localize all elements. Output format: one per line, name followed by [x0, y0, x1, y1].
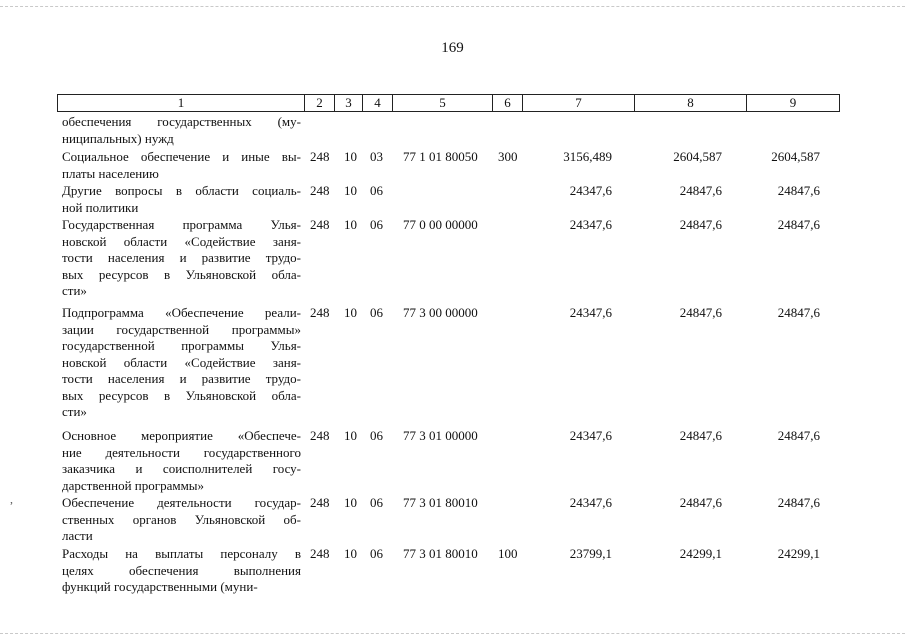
description-line: Государственная программа Улья- — [62, 217, 301, 232]
description-line: ственных органов Ульяновской об- — [62, 511, 301, 527]
description-line: платы населению — [62, 165, 159, 181]
section-column: 10 — [344, 149, 357, 164]
scan-bottom-edge — [0, 633, 905, 634]
description-line: тости населения и развитие трудо- — [62, 371, 301, 386]
description-line: Расходы на выплаты персоналу в — [62, 546, 301, 561]
amount-col-8: 24847,6 — [679, 217, 722, 232]
page-number: 169 — [441, 40, 464, 56]
table-header — [57, 94, 840, 112]
description-line: ниципальных) нужд — [62, 130, 174, 146]
subsection-column: 06 — [370, 428, 383, 443]
amount-col-8: 24847,6 — [679, 305, 722, 320]
description-line: Подпрограмма «Обеспечение реали- — [62, 305, 301, 320]
target-article-column: 77 1 01 80050 — [403, 149, 478, 164]
amount-col-9: 24847,6 — [777, 495, 820, 510]
target-article-column: 77 3 01 80010 — [403, 546, 478, 561]
section-column: 10 — [344, 305, 357, 320]
amount-col-9: 2604,587 — [771, 149, 820, 164]
description-line: вых ресурсов в Ульяновской обла- — [62, 387, 301, 403]
amount-col-7: 24347,6 — [569, 183, 612, 198]
subsection-column: 06 — [370, 217, 383, 232]
description-line: тости населения и развитие трудо- — [62, 250, 301, 265]
header-col-3: 3 — [335, 95, 363, 111]
amount-col-9: 24299,1 — [777, 546, 820, 561]
row-description — [62, 495, 301, 545]
margin-mark: , — [10, 492, 13, 506]
header-col-9: 9 — [789, 95, 797, 110]
row-description — [62, 546, 301, 596]
description-line: государственной программы Улья- — [62, 338, 301, 353]
section-column: 10 — [344, 495, 357, 510]
target-article-column: 77 0 00 00000 — [403, 217, 478, 232]
description-line: Социальное обеспечение и иные вы- — [62, 149, 301, 164]
description-line: дарственной программы» — [62, 477, 205, 493]
description-line: ние деятельности государственного — [62, 444, 301, 460]
description-line: заказчика и соисполнителей госу- — [62, 461, 301, 476]
amount-col-9: 24847,6 — [777, 217, 820, 232]
section-column: 10 — [344, 217, 357, 232]
description-line: новской области «Содействие заня- — [62, 233, 301, 249]
subsection-column: 06 — [370, 546, 383, 561]
amount-col-8: 24847,6 — [679, 495, 722, 510]
row-description — [62, 149, 301, 182]
header-col-5: 5 — [393, 95, 493, 111]
subsection-column: 06 — [370, 305, 383, 320]
description-line: Обеспечение деятельности государ- — [62, 495, 301, 510]
amount-col-8: 24299,1 — [679, 546, 722, 561]
header-col-4: 4 — [363, 95, 393, 111]
amount-col-9: 24847,6 — [777, 305, 820, 320]
description-line: целях обеспечения выполнения — [62, 562, 301, 578]
amount-col-8: 24847,6 — [679, 428, 722, 443]
row-description — [62, 183, 301, 216]
amount-col-7: 23799,1 — [569, 546, 612, 561]
amount-col-8: 2604,587 — [673, 149, 722, 164]
subsection-column: 03 — [370, 149, 383, 164]
code-column: 248 — [310, 183, 330, 198]
code-column: 248 — [310, 546, 330, 561]
code-column: 248 — [310, 495, 330, 510]
section-column: 10 — [344, 546, 357, 561]
description-line: функций государственными (муни- — [62, 579, 258, 594]
description-line: сти» — [62, 283, 87, 298]
description-line: сти» — [62, 404, 87, 419]
code-column: 248 — [310, 428, 330, 443]
section-column: 10 — [344, 428, 357, 443]
scan-top-edge — [0, 6, 905, 7]
header-col-8: 8 — [635, 95, 747, 111]
amount-col-7: 24347,6 — [569, 428, 612, 443]
expense-type-column: 100 — [498, 546, 518, 561]
row-description — [62, 114, 301, 147]
amount-col-7: 24347,6 — [569, 495, 612, 510]
row-description — [62, 305, 301, 421]
target-article-column: 77 3 01 80010 — [403, 495, 478, 510]
expense-type-column: 300 — [498, 149, 518, 164]
description-line: обеспечения государственных (му- — [62, 114, 301, 129]
code-column: 248 — [310, 305, 330, 320]
description-line: вых ресурсов в Ульяновской обла- — [62, 266, 301, 282]
target-article-column: 77 3 01 00000 — [403, 428, 478, 443]
header-col-2: 2 — [305, 95, 335, 111]
code-column: 248 — [310, 149, 330, 164]
description-line: новской области «Содействие заня- — [62, 354, 301, 370]
amount-col-9: 24847,6 — [777, 183, 820, 198]
subsection-column: 06 — [370, 495, 383, 510]
description-line: ной политики — [62, 199, 139, 215]
amount-col-9: 24847,6 — [777, 428, 820, 443]
subsection-column: 06 — [370, 183, 383, 198]
amount-col-7: 24347,6 — [569, 217, 612, 232]
header-col-6: 6 — [493, 95, 523, 111]
code-column: 248 — [310, 217, 330, 232]
description-line: ласти — [62, 528, 93, 543]
description-line: Основное мероприятие «Обеспече- — [62, 428, 301, 443]
description-line: зации государственной программы» — [62, 321, 301, 337]
header-col-1: 1 — [58, 95, 305, 111]
description-line: Другие вопросы в области социаль- — [62, 183, 301, 198]
amount-col-7: 3156,489 — [563, 149, 612, 164]
target-article-column: 77 3 00 00000 — [403, 305, 478, 320]
row-description — [62, 217, 301, 300]
section-column: 10 — [344, 183, 357, 198]
amount-col-7: 24347,6 — [569, 305, 612, 320]
row-description — [62, 428, 301, 494]
amount-col-8: 24847,6 — [679, 183, 722, 198]
header-col-7: 7 — [523, 95, 635, 111]
